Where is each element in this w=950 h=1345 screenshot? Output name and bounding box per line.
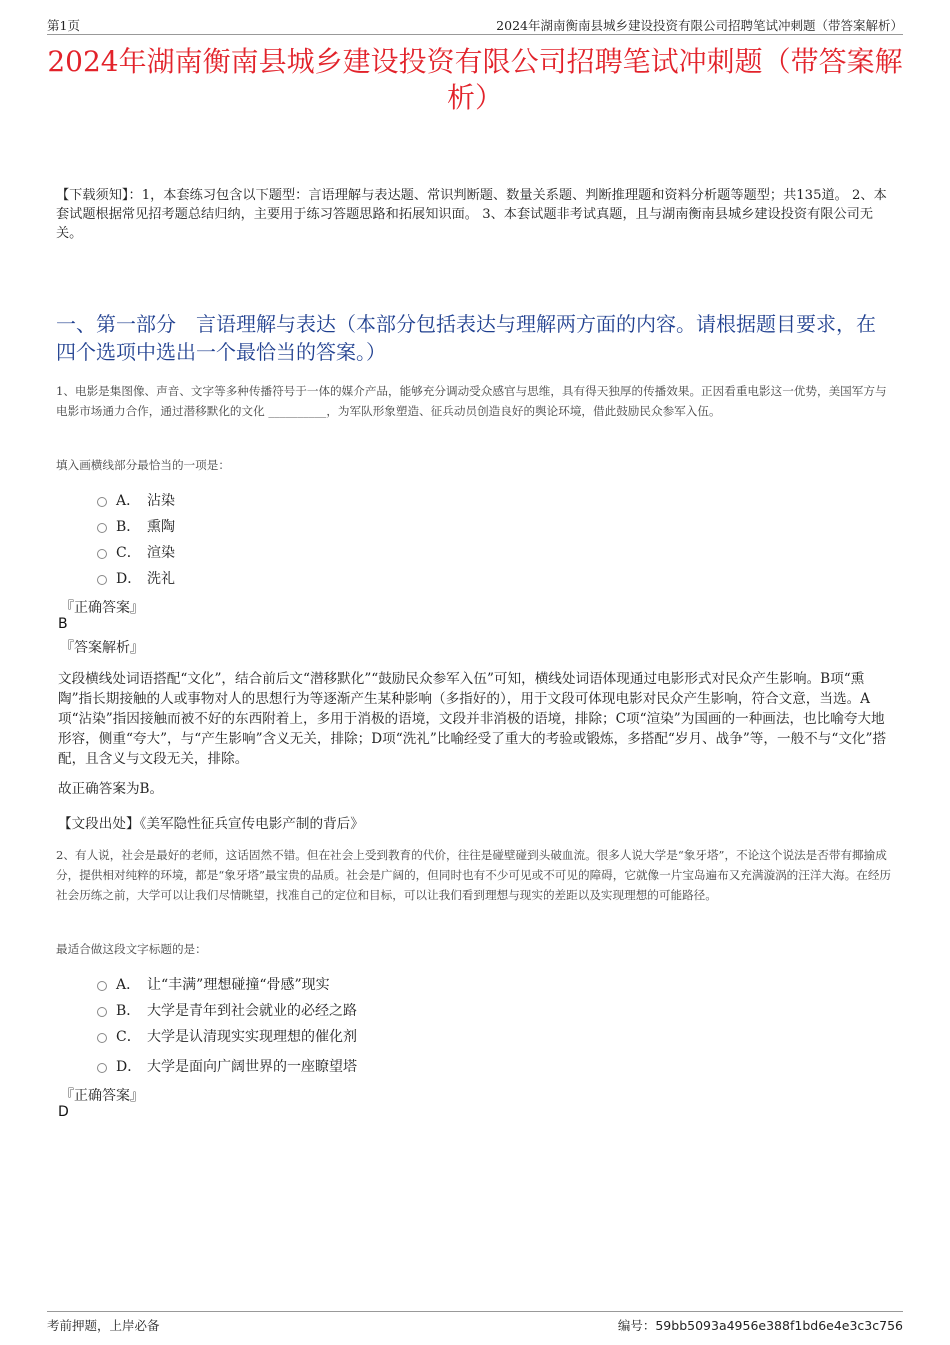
footer-id [618, 1316, 903, 1334]
option-text: 大学是认清现实实现理想的催化剂 [147, 1029, 357, 1045]
radio-icon[interactable] [97, 1063, 107, 1073]
question-2-text: 2、有人说，社会是最好的老师，这话固然不错。但在社会上受到教育的代价，往往是碰壁碰到头破血流。很多人说大学是“象牙塔”，不论这个说法是否带有揶揄成分，提供相对纯粹的环境，都是“象牙塔”最宝贵的品质。社会是广阔的，但同时也有不少可见或不可见的障碍，它就像一片宝岛遍布又充满漩涡的汪洋大海。在经历社会历练之前，大学可以让我们尽情眺望，找准自己的定位和目标，可以让我们看到理想与现实的差距以及实现理想的可能路径。 [56, 848, 892, 902]
radio-icon[interactable] [97, 1007, 107, 1017]
option-text: 沾染 [147, 493, 175, 509]
radio-icon[interactable] [97, 575, 107, 585]
question-2-option-b[interactable] [97, 1000, 357, 1020]
option-text: 熏陶 [147, 519, 175, 535]
option-letter: D． [116, 1059, 142, 1075]
download-notice: 【下载须知】：1，本套练习包含以下题型：言语理解与表达题、常识判断题、数量关系题、判断推理题和资料分析题等题型；共135道。 2、本套试题根据常见招考题总结归纳，主要用于练习答题思路和拓展知识面。 3、本套试题非考试真题，且与湖南衡南县城乡建设投资有限公司无关。 [56, 188, 887, 241]
radio-icon[interactable] [97, 497, 107, 507]
question-1-prompt: 填入画横线部分最恰当的一项是： [56, 458, 230, 472]
page-footer [47, 1311, 903, 1334]
option-text: 大学是面向广阔世界的一座瞭望塔 [147, 1059, 357, 1075]
question-1-option-a[interactable] [97, 490, 175, 510]
question-1-conclusion: 故正确答案为B。 [58, 781, 164, 797]
question-2-option-a[interactable] [97, 974, 330, 994]
question-1-text: 1、电影是集图像、声音、文字等多种传播符号于一体的媒介产品，能够充分调动受众感官与思维，具有得天独厚的传播效果。正因看重电影这一优势，美国军方与电影市场通力合作，通过潜移默化的文化 __________，为军队形象塑造、征兵动员创造良好的舆论环境，借此鼓励民众参军入伍。 [56, 384, 887, 418]
radio-icon[interactable] [97, 1033, 107, 1043]
footer-code-label: 编号： [617, 1318, 656, 1333]
question-1-source: 【文段出处】《美军隐性征兵宣传电影产制的背后》 [58, 816, 364, 832]
option-letter: C． [116, 1029, 141, 1045]
page-header [47, 14, 903, 35]
option-text: 洗礼 [147, 571, 175, 587]
question-1-option-b[interactable] [97, 516, 175, 536]
option-text: 渲染 [147, 545, 175, 561]
question-1-option-c[interactable] [97, 542, 175, 562]
question-1-analysis-label: 『答案解析』 [60, 640, 144, 656]
question-2-prompt: 最适合做这段文字标题的是： [56, 942, 207, 956]
page-number: 第1页 [47, 18, 80, 33]
section-title: 一、第一部分 言语理解与表达（本部分包括表达与理解两方面的内容。请根据题目要求，在四个选项中选出一个最恰当的答案。） [56, 312, 876, 364]
option-letter: B． [116, 1003, 141, 1019]
option-letter: D． [116, 571, 142, 587]
radio-icon[interactable] [97, 981, 107, 991]
question-1-analysis: 文段横线处词语搭配“文化”，结合前后文“潜移默化”“鼓励民众参军入伍”可知，横线处词语体现通过电影形式对民众产生影响。B项“熏陶”指长期接触的人或事物对人的思想行为等逐渐产生某种影响（多指好的），用于文段可体现电影对民众产生影响，符合文意，当选。A项“沾染”指因接触而被不好的东西附着上，多用于消极的语境，文段并非消极的语境，排除；C项“渲染”为国画的一种画法，也比喻夸大地形容，侧重“夸大”，与“产生影响”含义无关，排除；D项“洗礼”比喻经受了重大的考验或锻炼，多搭配“岁月、战争”等，一般不与“文化”搭配，且含义与文段无关，排除。 [58, 671, 887, 767]
radio-icon[interactable] [97, 549, 107, 559]
question-2-option-c[interactable] [97, 1026, 357, 1046]
footer-slogan: 考前押题，上岸必备 [47, 1318, 160, 1333]
question-1-answer: B [58, 616, 68, 632]
option-text: 让“丰满”理想碰撞“骨感”现实 [147, 977, 330, 993]
option-letter: C． [116, 545, 141, 561]
document-title: 2024年湖南衡南县城乡建设投资有限公司招聘笔试冲刺题（带答案解析） [47, 45, 903, 114]
question-2-answer: D [58, 1104, 69, 1120]
option-text: 大学是青年到社会就业的必经之路 [147, 1003, 357, 1019]
question-1-option-d[interactable] [97, 568, 175, 588]
option-letter: B． [116, 519, 141, 535]
question-2-answer-label: 『正确答案』 [60, 1088, 144, 1104]
header-doc-title: 2024年湖南衡南县城乡建设投资有限公司招聘笔试冲刺题（带答案解析） [496, 18, 903, 33]
option-letter: A． [116, 493, 141, 509]
option-letter: A． [116, 977, 141, 993]
question-1-answer-label: 『正确答案』 [60, 600, 144, 616]
radio-icon[interactable] [97, 523, 107, 533]
question-2-option-d[interactable] [97, 1056, 357, 1076]
footer-code: 59bb5093a4956e388f1bd6e4e3c3c756 [655, 1318, 903, 1333]
